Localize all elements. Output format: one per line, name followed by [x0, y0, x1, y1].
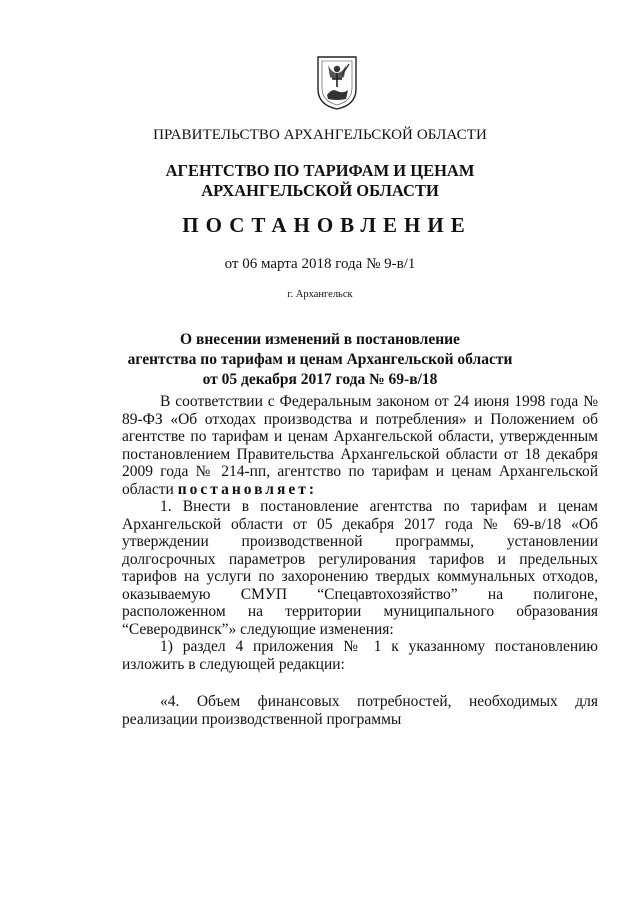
- quoted-section-heading: «4. Объем финансовых потребностей, необходимых для реализации производственной программы: [122, 693, 598, 728]
- subject-line-2: агентства по тарифам и ценам Архангельской области: [127, 351, 513, 368]
- agency-title-line-2: АРХАНГЕЛЬСКОЙ ОБЛАСТИ: [201, 181, 439, 200]
- document-date-number: от 06 марта 2018 года № 9-в/1: [224, 256, 416, 272]
- decree-word: постановляет:: [177, 480, 318, 498]
- agency-title-line-1: АГЕНТСТВО ПО ТАРИФАМ И ЦЕНАМ: [165, 161, 475, 180]
- document-city: г. Архангельск: [287, 289, 353, 300]
- subject-line-3: от 05 декабря 2017 года № 69-в/18: [202, 371, 438, 388]
- document-type: ПОСТАНОВЛЕНИЕ: [182, 213, 472, 237]
- item-1-1-paragraph: 1) раздел 4 приложения № 1 к указанному постановлению изложить в следующей редакции:: [122, 638, 598, 673]
- preamble-text: В соответствии с Федеральным законом от 24 июня 1998 года № 89-ФЗ «Об отходах производства и потребления» и Положением об агентстве по тарифам и ценам Архангельской области, утвержденным постановлением Правительства Архангельской области от 18 декабря 2009 года № 214-пп, агентство по тарифам и ценам Архангельской области: [122, 393, 598, 498]
- coat-of-arms-emblem: [316, 55, 358, 111]
- subject-line-1: О внесении изменений в постановление: [180, 331, 460, 348]
- government-title: ПРАВИТЕЛЬСТВО АРХАНГЕЛЬСКОЙ ОБЛАСТИ: [153, 127, 487, 143]
- document-body: [122, 393, 598, 728]
- agency-title: [0, 161, 640, 201]
- item-1-paragraph: 1. Внести в постановление агентства по тарифам и ценам Архангельской области от 05 декабря 2017 года № 69-в/18 «Об утверждении производственной программы, установлении долгосрочных параметров регулирования тарифов и предельных тарифов на услуги по захоронению твердых коммунальных отходов, оказываемую СМУП “Спецавтохозяйство” на полигоне, расположенном на территории муниципального образования “Северодвинск”» следующие изменения:: [122, 498, 598, 638]
- document-subject: [0, 330, 640, 390]
- preamble-paragraph: [122, 393, 598, 498]
